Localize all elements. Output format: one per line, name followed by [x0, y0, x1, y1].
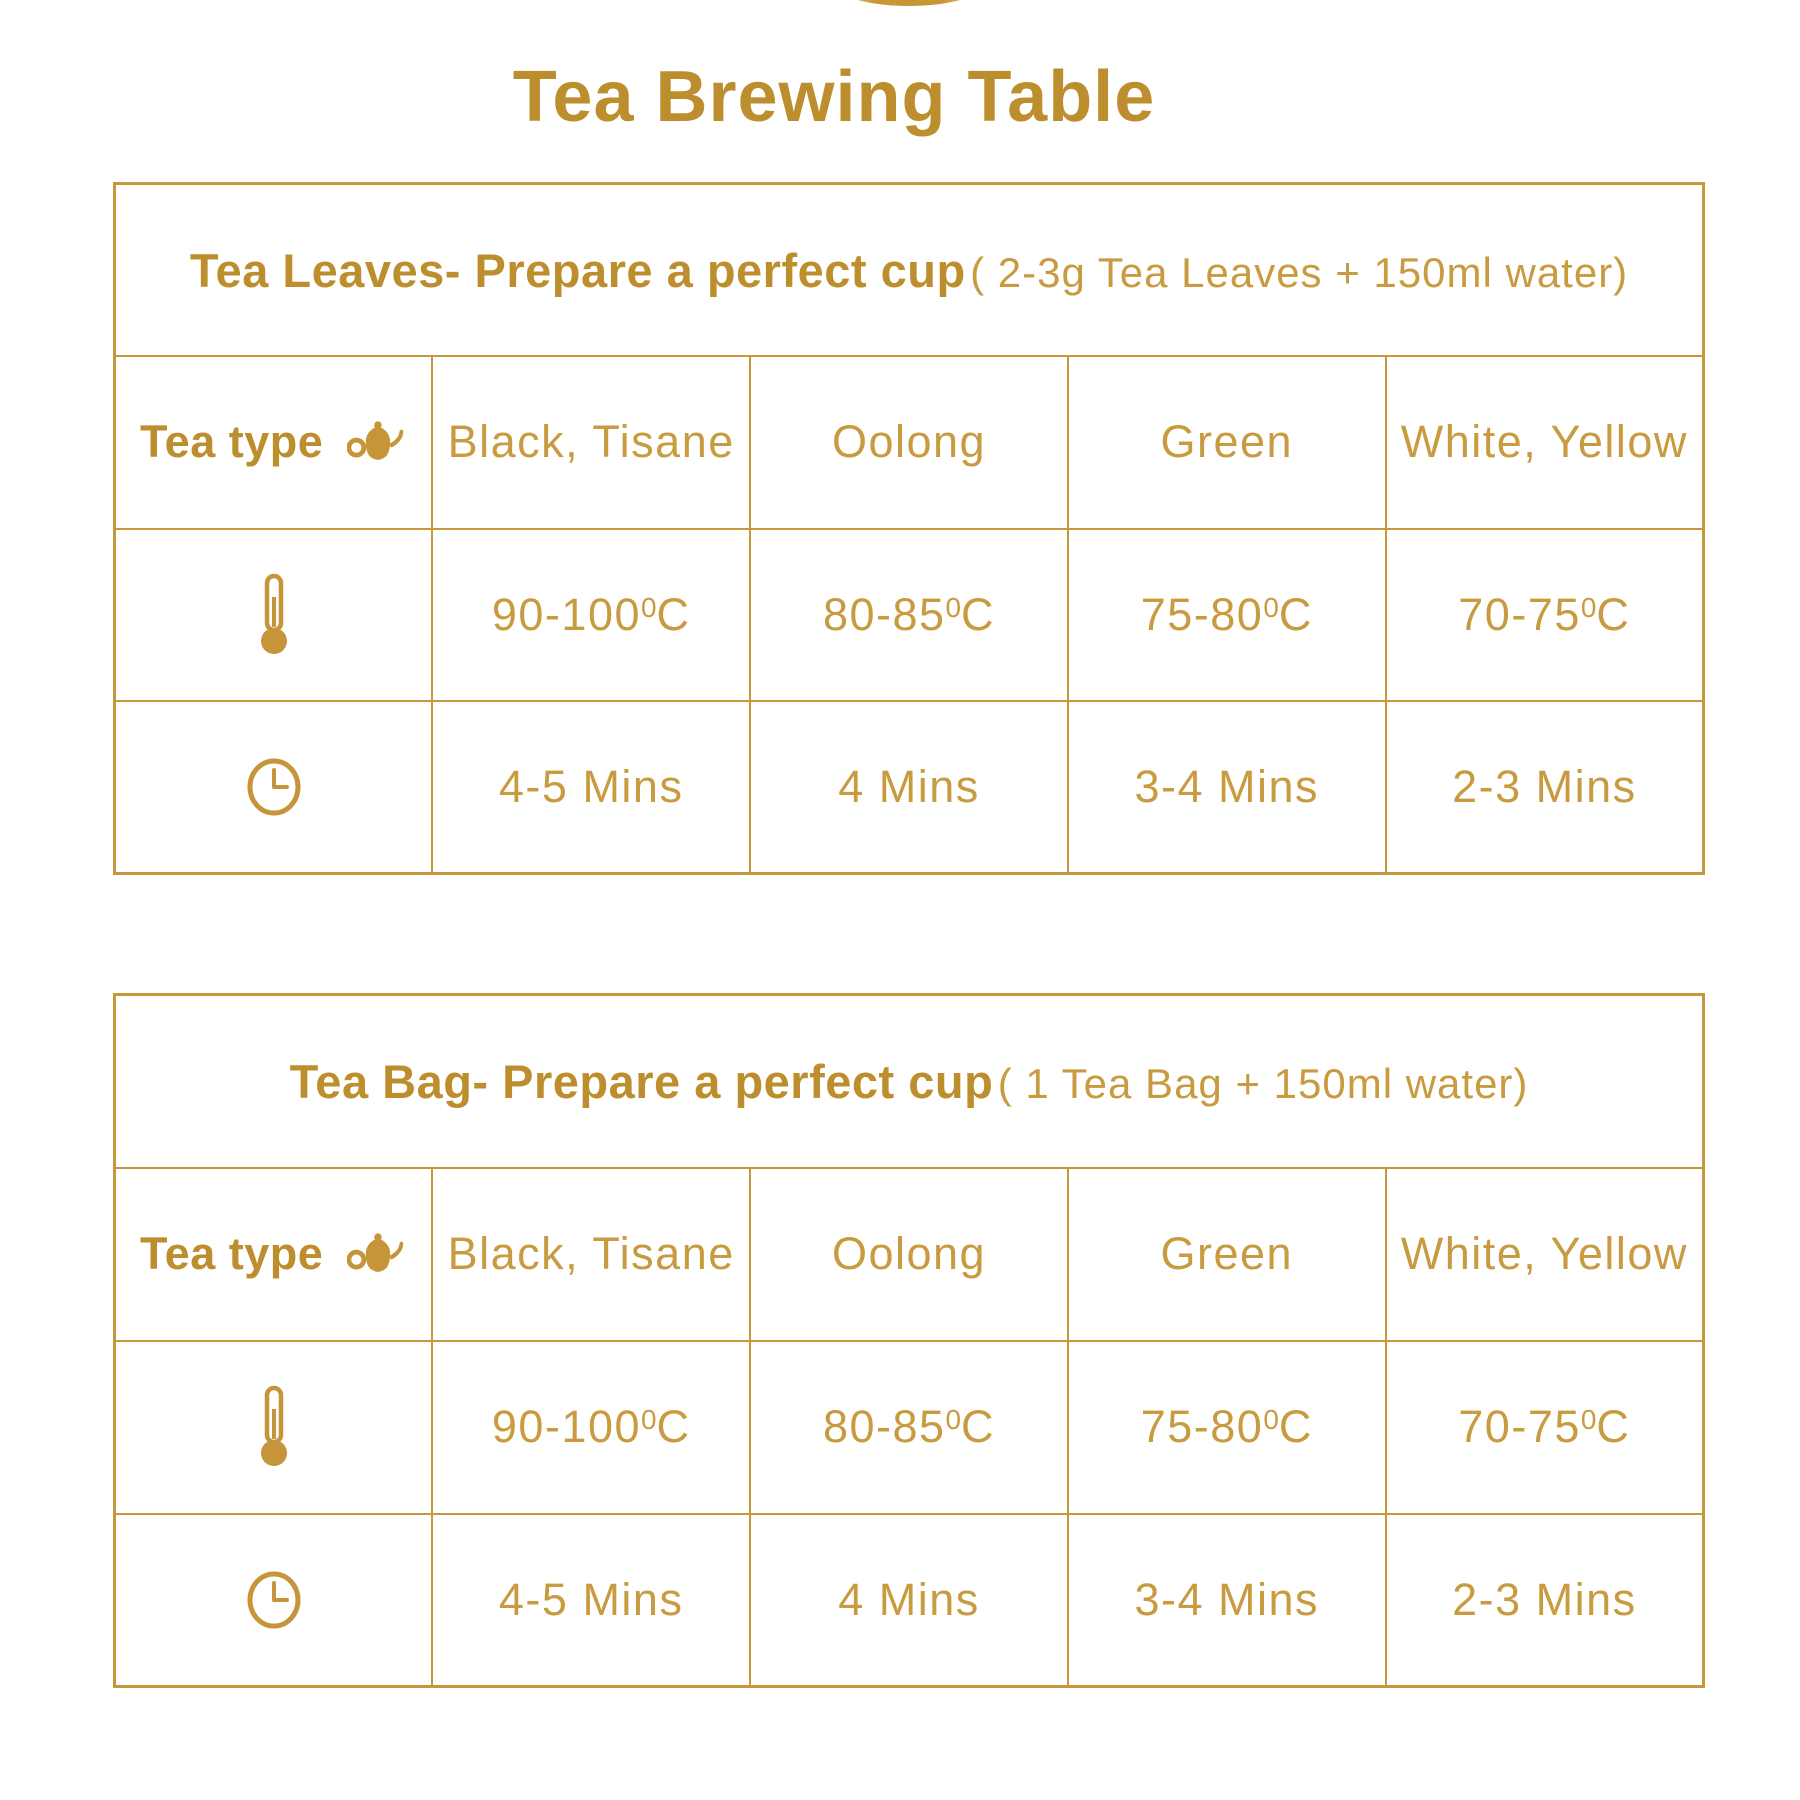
time-value: 3-4 Mins	[1134, 1573, 1320, 1625]
table-title-row	[115, 995, 1704, 1168]
temperature-cell	[432, 529, 750, 702]
temperature-value: $70-75^0C$	[1458, 1401, 1631, 1452]
logo-remnant-arc	[833, 0, 985, 6]
time-cell	[1068, 701, 1386, 874]
time-cell	[1386, 1514, 1704, 1687]
tea-type-value: White, Yellow	[1400, 416, 1688, 468]
clock-icon	[245, 755, 303, 819]
temperature-cell	[1386, 1341, 1704, 1514]
tea-type-value: Black, Tisane	[447, 1228, 735, 1279]
temperature-row	[115, 529, 1704, 702]
table-title: Tea Bag- Prepare a perfect cup	[289, 1054, 994, 1108]
tea-type-cell	[432, 1168, 750, 1341]
tea-type-value: Black, Tisane	[447, 416, 735, 468]
time-row	[115, 701, 1704, 874]
temperature-value: $90-100^0C$	[491, 588, 691, 640]
table-title: Tea Leaves- Prepare a perfect cup	[189, 243, 966, 297]
time-cell	[750, 1514, 1068, 1687]
temperature-icon-cell	[115, 1341, 433, 1514]
temperature-cell	[750, 529, 1068, 702]
table-title-row	[115, 184, 1704, 357]
temperature-value: $90-100^0C$	[491, 1401, 691, 1452]
time-row	[115, 1514, 1704, 1687]
teapot-icon	[347, 1231, 407, 1277]
tea-type-value: Green	[1160, 1228, 1294, 1279]
tea-type-value: Oolong	[831, 1228, 987, 1279]
tea-leaves-brewing-grid	[113, 182, 1705, 875]
temperature-row	[115, 1341, 1704, 1514]
tea-type-cell	[1386, 356, 1704, 529]
time-value: 4 Mins	[838, 1573, 980, 1625]
temperature-cell	[1386, 529, 1704, 702]
time-value: 2-3 Mins	[1452, 761, 1637, 812]
tea-type-header-cell	[115, 1168, 433, 1341]
table-title-note: ( 1 Tea Bag + 150ml water)	[997, 1059, 1529, 1107]
clock-icon	[245, 1568, 303, 1632]
time-cell	[432, 1514, 750, 1687]
time-icon-cell	[115, 701, 433, 874]
temperature-value: $75-80^0C$	[1140, 1401, 1313, 1452]
temperature-cell	[432, 1341, 750, 1514]
tea-type-value: White, Yellow	[1400, 1228, 1688, 1279]
tea-type-value: Oolong	[831, 416, 987, 468]
time-cell	[1386, 701, 1704, 874]
tea-type-cell	[750, 1168, 1068, 1341]
tea-bag-brewing-grid	[113, 993, 1705, 1688]
temperature-cell	[750, 1341, 1068, 1514]
tea-type-row	[115, 356, 1704, 529]
time-cell	[750, 701, 1068, 874]
table-title-note: ( 2-3g Tea Leaves + 150ml water)	[970, 248, 1629, 296]
temperature-cell	[1068, 529, 1386, 702]
time-value: 3-4 Mins	[1134, 761, 1320, 812]
time-icon-cell	[115, 1514, 433, 1687]
time-value: 4-5 Mins	[498, 1573, 684, 1625]
time-value: 4 Mins	[838, 761, 980, 812]
temperature-cell	[1068, 1341, 1386, 1514]
tea-type-header-cell	[115, 356, 433, 529]
temperature-value: $80-85^0C$	[822, 588, 996, 640]
temperature-value: $80-85^0C$	[822, 1401, 996, 1452]
time-value: 2-3 Mins	[1452, 1573, 1637, 1625]
tea-type-cell	[1068, 1168, 1386, 1341]
temperature-icon-cell	[115, 529, 433, 702]
table-title-cell	[115, 995, 1704, 1168]
thermometer-icon	[257, 1385, 291, 1469]
time-cell	[432, 701, 750, 874]
table-title-cell	[115, 184, 1704, 357]
tea-type-label: Tea type	[140, 1228, 324, 1279]
tea-type-cell	[750, 356, 1068, 529]
tea-leaves-table	[113, 182, 1705, 875]
thermometer-icon	[257, 573, 291, 657]
teapot-icon	[347, 419, 407, 465]
tea-type-cell	[432, 356, 750, 529]
tea-type-cell	[1068, 356, 1386, 529]
page-title: Tea Brewing Table	[512, 57, 1156, 137]
time-value: 4-5 Mins	[498, 761, 684, 812]
tea-type-label: Tea type	[140, 416, 324, 468]
tea-bag-table	[113, 993, 1705, 1688]
time-cell	[1068, 1514, 1386, 1687]
temperature-value: $70-75^0C$	[1458, 588, 1631, 640]
tea-type-cell	[1386, 1168, 1704, 1341]
tea-type-row	[115, 1168, 1704, 1341]
tea-type-value: Green	[1160, 416, 1294, 468]
temperature-value: $75-80^0C$	[1140, 588, 1313, 640]
